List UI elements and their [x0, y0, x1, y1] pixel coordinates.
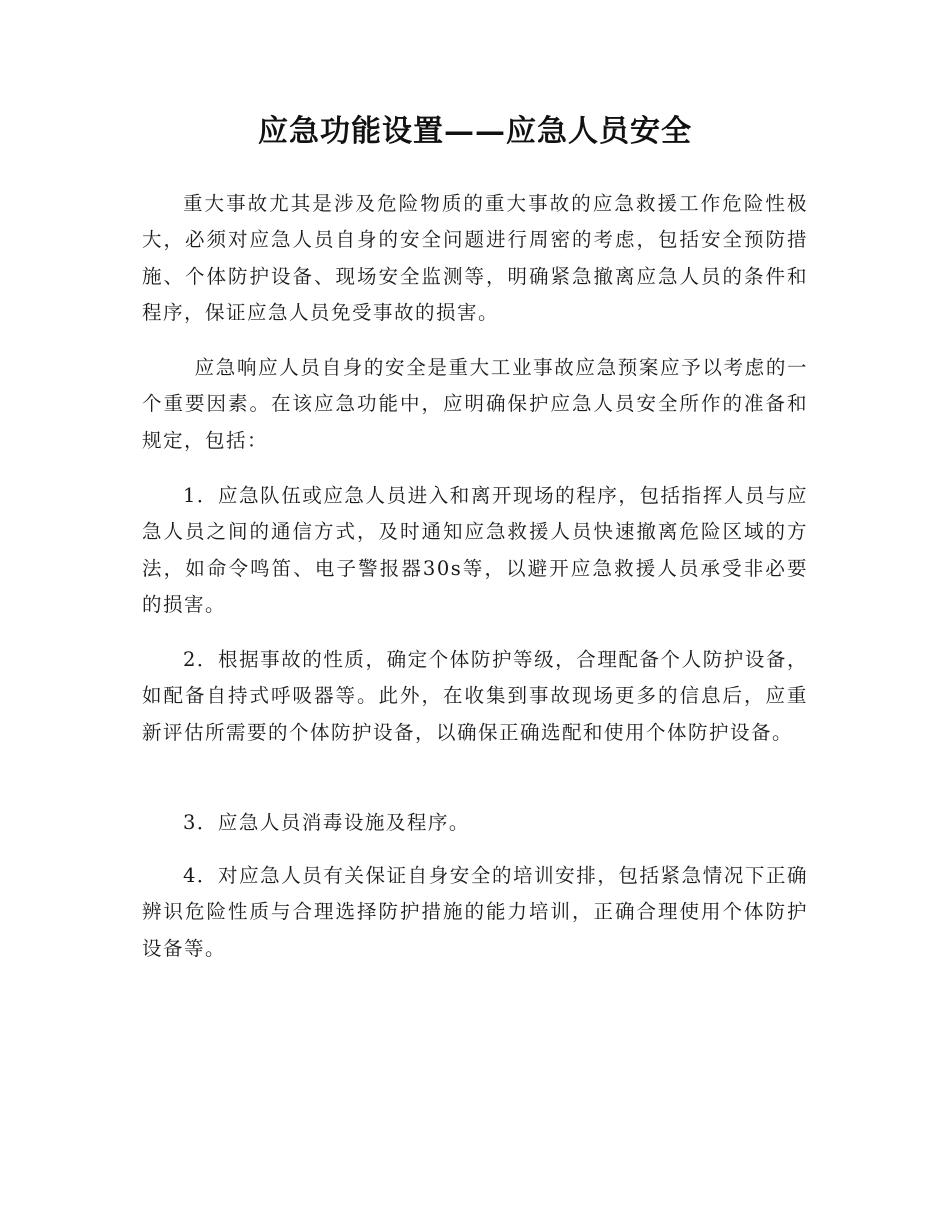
paragraph-importance: 应急响应人员自身的安全是重大工业事故应急预案应予以考虑的一个重要因素。在该应急功能中，应明确保护应急人员安全所作的准备和规定，包括：: [142, 355, 808, 452]
list-item-1: 1．应急队伍或应急人员进入和离开现场的程序，包括指挥人员与应急人员之间的通信方式，及时通知应急救援人员快速撤离危险区域的方法，如命令鸣笛、电子警报器30s等，以避开应急救援人员承受非必要的损害。: [142, 483, 808, 616]
list-item-4: 4．对应急人员有关保证自身安全的培训安排，包括紧急情况下正确辨识危险性质与合理选择防护措施的能力培训，正确合理使用个体防护设备等。: [142, 863, 808, 960]
list-item-3: 3．应急人员消毒设施及程序。: [182, 810, 470, 834]
paragraph-intro: 重大事故尤其是涉及危险物质的重大事故的应急救援工作危险性极大，必须对应急人员自身的安全问题进行周密的考虑，包括安全预防措施、个体防护设备、现场安全监测等，明确紧急撤离应急人员的条件和程序，保证应急人员免受事故的损害。: [142, 191, 808, 324]
list-item-2: 2．根据事故的性质，确定个体防护等级，合理配备个人防护设备，如配备自持式呼吸器等。此外，在收集到事故现场更多的信息后，应重新评估所需要的个体防护设备，以确保正确选配和使用个体防护设备。: [142, 647, 808, 744]
document-title: 应急功能设置——应急人员安全: [258, 114, 692, 149]
